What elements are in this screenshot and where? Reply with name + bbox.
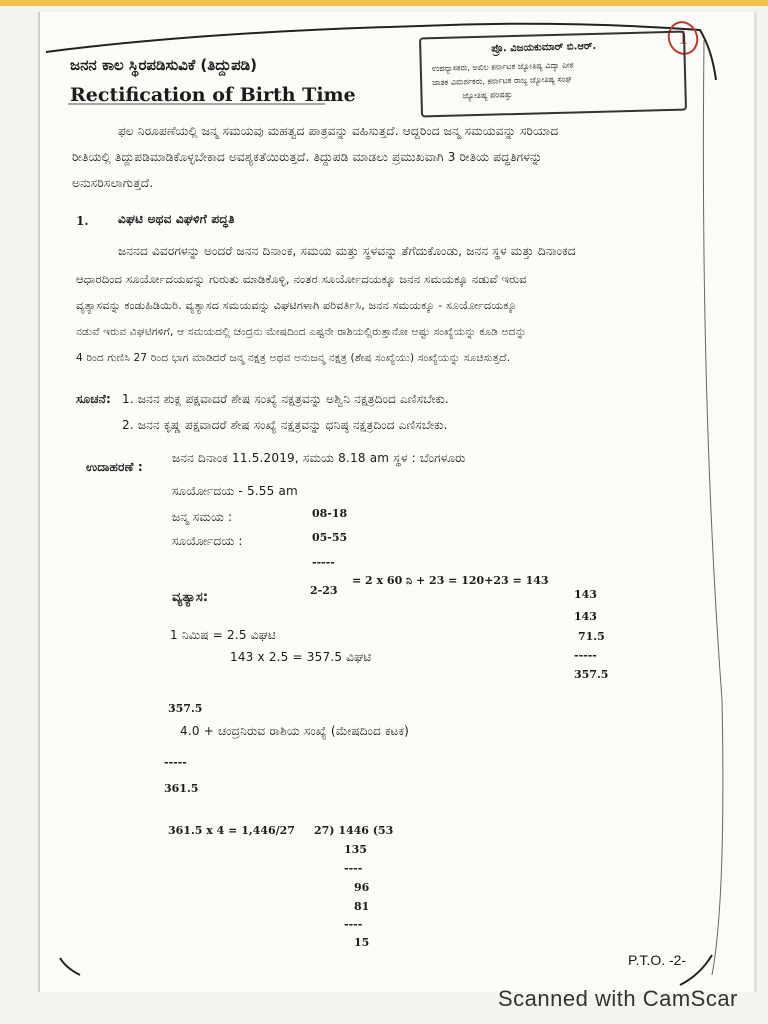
- division-row-4: ----: [344, 918, 363, 931]
- difference-label: ವ್ಯತ್ಯಾಸ:: [172, 590, 209, 605]
- intro-line-3: ಅನುಸರಿಸಲಾಗುತ್ತದೆ.: [72, 176, 154, 190]
- right-col-2: 71.5: [578, 630, 605, 643]
- right-col-3: -----: [574, 649, 597, 662]
- section-line-2: ಆಧಾರದಿಂದ ಸೂರ್ಯೋದಯವನ್ನು ಗುರುತು ಮಾಡಿಕೊಳ್ಳಿ, ನಂತರ ಸೂರ್ಯೋದಯಕ್ಕೂ ಜನನ ಸಮಯಕ್ಕೂ ನಡುವೆ ಇರುವ: [76, 272, 527, 286]
- intro-line-2: ರೀತಿಯಲ್ಲಿ ತಿದ್ದುಪಡಿಮಾಡಿಕೊಳ್ಳಬೇಕಾದ ಅವಶ್ಯಕತೆಯಿರುತ್ತದೆ. ತಿದ್ದುಪಡಿ ಮಾಡಲು ಪ್ರಮುಖವಾಗಿ 3 ರೀತಿಯ ಪದ್ಧತಿಗಳನ್ನು: [72, 150, 543, 164]
- value-361: 361.5: [164, 782, 199, 795]
- section-line-1: ಜನನದ ವಿವರಗಳನ್ನು ಅಂದರೆ ಜನನ ದಿನಾಂಕ, ಸಮಯ ಮತ್ತು ಸ್ಥಳವನ್ನು ತೆಗೆದುಕೊಂಡು, ಜನನ ಸ್ಥಳ ಮತ್ತು ದಿನಾಂಕದ: [118, 244, 576, 258]
- add-moon-sign-line: 4.0 + ಚಂದ್ರನಿರುವ ರಾಶಿಯ ಸಂಖ್ಯೆ (ಮೇಷದಿಂದ ಕಟಕ): [180, 724, 410, 738]
- right-col-1: 143: [574, 610, 597, 623]
- stamp-line-2: ಜಾತಕ ವಿಮರ್ಶಕರು, ಕರ್ನಾಟಕ ರಾಜ್ಯ ಜ್ಯೋತಿಷ್ಯ ಸಂಘ: [432, 74, 572, 88]
- page-number: 1: [678, 26, 688, 49]
- section-line-4: ನಡುವೆ ಇರುವ ವಿಘಟಿಗಳಿಗೆ, ಆ ಸಮಯದಲ್ಲಿ ಚಂದ್ರನು ಮೇಷದಿಂದ ಎಷ್ಟನೇ ರಾಶಿಯಲ್ಲಿರುತ್ತಾನೋ ಅಷ್ಟು ಸಂಖ್ಯೆಯನ್ನು ಕೂಡಿ ಅದನ್ನು: [76, 326, 527, 338]
- division-row-0: 135: [344, 843, 367, 856]
- intro-line-1: ಫಲ ನಿರೂಪಣೆಯಲ್ಲಿ ಜನ್ಮ ಸಮಯವು ಮಹತ್ವದ ಪಾತ್ರವನ್ನು ವಹಿಸುತ್ತದೆ. ಆದ್ದರಿಂದ ಜನ್ಮ ಸಮಯವನ್ನು ಸರಿಯಾದ: [118, 124, 559, 138]
- note-label: ಸೂಚನೆ:: [76, 392, 111, 406]
- title-english: Rectification of Birth Time: [70, 84, 356, 106]
- sunrise-label: ಸೂರ್ಯೋದಯ :: [172, 534, 243, 548]
- value-357: 357.5: [168, 702, 203, 715]
- division-row-1: ----: [344, 862, 363, 875]
- multiplication-line: 143 x 2.5 = 357.5 ವಿಘಟಿ: [230, 650, 372, 664]
- section-heading: ವಿಘಟಿ ಅಥವ ವಿಘಳಿಗೆ ಪದ್ಧತಿ: [118, 212, 235, 226]
- birth-time-value: 08-18: [312, 507, 348, 520]
- right-col-4: 357.5: [574, 668, 609, 681]
- division-row-2: 96: [354, 881, 370, 894]
- birth-time-label: ಜನ್ಮ ಸಮಯ :: [172, 510, 233, 524]
- final-calc: 361.5 x 4 = 1,446/27: [168, 824, 295, 837]
- right-col-0: 143: [574, 588, 597, 601]
- sunrise-value: 05-55: [312, 531, 348, 544]
- dash-line-1: -----: [312, 556, 335, 569]
- division-head: 27) 1446 (53: [314, 824, 394, 837]
- pto-marker: P.T.O. -2-: [628, 952, 687, 968]
- note-item-1: 1. ಜನನ ಶುಕ್ಲ ಪಕ್ಷವಾದರೆ ಶೇಷ ಸಂಖ್ಯೆ ನಕ್ಷತ್ರವನ್ನು ಅಶ್ವಿನಿ ನಕ್ಷತ್ರದಿಂದ ಎಣಿಸಬೇಕು.: [122, 392, 449, 406]
- difference-calc: = 2 x 60 ನಿ + 23 = 120+23 = 143: [352, 574, 549, 587]
- corner-stroke: [60, 958, 80, 975]
- title-kannada: ಜನನ ಕಾಲ ಸ್ಥಿರಪಡಿಸುವಿಕೆ (ತಿದ್ದುಪಡಿ): [70, 56, 257, 74]
- stamp-line-1: ಉಪನ್ಯಾಸಕರು, ಅಖಿಲ ಕರ್ನಾಟಕ ಜ್ಯೋತಿಷ್ಯ ವಿದ್ಯಾ ಪೀಠ: [431, 60, 574, 74]
- division-row-5: 15: [354, 936, 370, 949]
- one-minute-line: 1 ನಿಮಿಷ = 2.5 ವಿಘಟಿ: [170, 628, 276, 642]
- difference-value: 2-23: [310, 584, 338, 597]
- section-line-5: 4 ರಿಂದ ಗುಣಿಸಿ 27 ರಿಂದ ಭಾಗ ಮಾಡಿದರೆ ಜನ್ಮ ನಕ್ಷತ್ರ ಅಥವ ಅನುಜನ್ಮ ನಕ್ಷತ್ರ (ಶೇಷ ಸಂಖ್ಯೆಯು) ಸಂಖ್ಯೆಯನ್ನು ಸೂಚಿಸುತ್ತದೆ.: [76, 352, 511, 364]
- stamp-box: [419, 31, 687, 118]
- section-line-3: ವ್ಯತ್ಯಾಸವನ್ನು ಕಂಡುಹಿಡಿಯಿರಿ. ವ್ಯತ್ಯಾಸದ ಸಮಯವನ್ನು ವಿಘಟಿಗಳಾಗಿ ಪರಿವರ್ತಿಸಿ, ಜನನ ಸಮಯಕ್ಕೂ - ಸೂರ್ಯೋದಯಕ್ಕೂ: [76, 299, 517, 312]
- dash-line-2: -----: [164, 756, 187, 769]
- scanner-watermark: Scanned with CamScar: [498, 986, 738, 1011]
- example-header: ಜನನ ದಿನಾಂಕ 11.5.2019, ಸಮಯ 8.18 am ಸ್ಥಳ : ಬೆಂಗಳೂರು: [172, 451, 466, 465]
- example-label: ಉದಾಹರಣೆ :: [86, 460, 143, 474]
- division-row-3: 81: [354, 900, 370, 913]
- note-item-2: 2. ಜನನ ಕೃಷ್ಣ ಪಕ್ಷವಾದರೆ ಶೇಷ ಸಂಖ್ಯೆ ನಕ್ಷತ್ರವನ್ನು ಧನಿಷ್ಠ ನಕ್ಷತ್ರದಿಂದ ಎಣಿಸಬೇಕು.: [122, 418, 448, 432]
- stamp-line-3: ಜ್ಯೋತಿಷ್ಯ ಪರಿಷತ್ತು: [462, 90, 513, 101]
- right-border-stroke: [703, 40, 723, 975]
- example-sunrise-line: ಸೂರ್ಯೋದಯ - 5.55 am: [172, 484, 298, 498]
- stamp-name: ಪ್ರೊ. ವಿಜಯಕುಮಾರ್ ಬಿ.ಆರ್.: [491, 40, 597, 55]
- section-number: 1.: [76, 214, 89, 228]
